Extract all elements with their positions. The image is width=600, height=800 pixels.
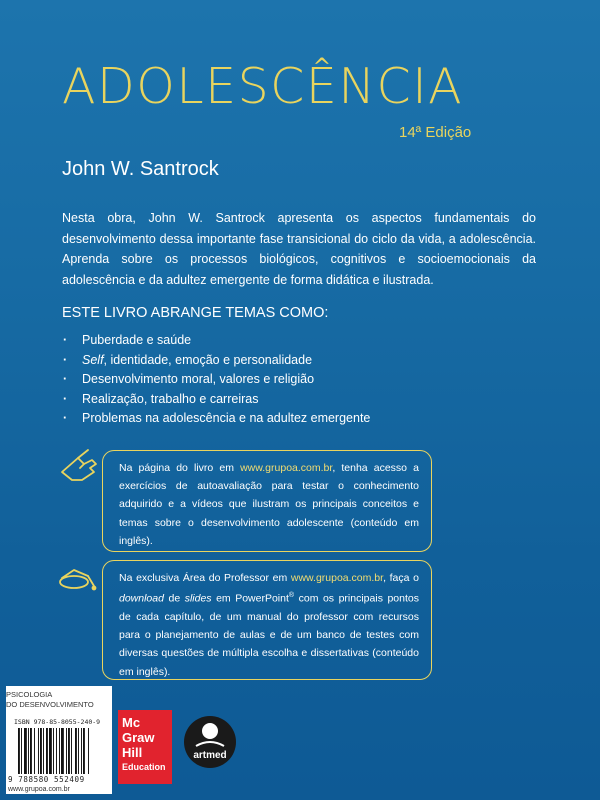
online-resources-box xyxy=(102,450,432,552)
book-description: Nesta obra, John W. Santrock apresenta os aspectos fundamentais do desenvolvimento dessa importante fase transicional do ciclo da vida, a adolescência. Aprenda sobre os processos biológicos, cognitivos e socioemocionais da adolescência e da adultez emergente de forma didática e ilustrada. xyxy=(62,211,536,287)
website-link[interactable]: www.grupoa.com.br xyxy=(290,572,384,584)
book-title: ADOLESCÊNCIA xyxy=(62,58,464,115)
topic-item: · Realização, trabalho e carreiras xyxy=(62,390,370,410)
footer-website: www.grupoa.com.br xyxy=(8,786,70,793)
mcgraw-hill-education-logo: Mc Graw Hill Education xyxy=(118,710,172,784)
online-resources-text: Na página do livro em www.grupoa.com.br, tenha acesso a exercícios de autoavaliação para testar o conhecimento adquirido e a vídeos que ilustram os principais conceitos e temas sobre o desenvolvimento adolescente (conteúdo em inglês). xyxy=(119,462,419,547)
topic-item: · Problemas na adolescência e na adultez emergente xyxy=(62,409,370,429)
teacher-area-box xyxy=(102,560,432,680)
barcode xyxy=(18,728,102,774)
barcode-number: 9 788580 552409 xyxy=(8,775,85,784)
teacher-area-text: Na exclusiva Área do Professor em www.grupoa.com.br, faça o download de slides em PowerPoint® com os principais pontos de cada capítulo, de um manual do professor com recursos para o planejamento de aulas e de um banco de testes com diversas questões de múltipla escolha e dissertativas (conteúdo em inglês). xyxy=(119,572,419,678)
svg-text:artmed: artmed xyxy=(193,750,227,761)
isbn-label: ISBN 978-85-8055-240-9 xyxy=(14,718,101,726)
pointing-hand-icon xyxy=(54,446,102,486)
topics-heading: ESTE LIVRO ABRANGE TEMAS COMO: xyxy=(62,305,329,321)
subject-category: PSICOLOGIA DO DESENVOLVIMENTO xyxy=(6,690,94,709)
topics-list xyxy=(62,331,370,429)
author-name: John W. Santrock xyxy=(62,158,219,180)
website-link[interactable]: www.grupoa.com.br xyxy=(240,462,333,474)
artmed-logo xyxy=(182,712,238,782)
graduation-cap-icon xyxy=(54,560,102,600)
topic-item: · Self, identidade, emoção e personalidade xyxy=(62,351,370,371)
topic-item: · Puberdade e saúde xyxy=(62,331,370,351)
topic-item: · Desenvolvimento moral, valores e religião xyxy=(62,370,370,390)
edition-label: 14ª Edição xyxy=(399,124,472,141)
